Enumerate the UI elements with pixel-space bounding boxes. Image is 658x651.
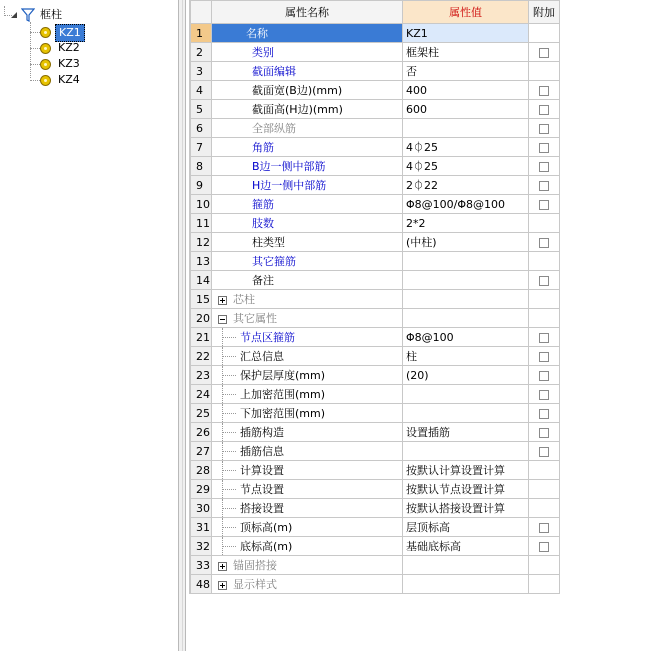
property-name-text: 截面宽(B边)(mm) — [252, 84, 343, 97]
property-name[interactable] — [212, 537, 403, 556]
property-value[interactable]: 600 — [403, 100, 529, 119]
property-value[interactable]: 4⏀25 — [403, 157, 529, 176]
property-value[interactable]: 2*2 — [403, 214, 529, 233]
property-name[interactable] — [212, 81, 403, 100]
row-number: 2 — [191, 43, 212, 62]
property-name[interactable] — [212, 385, 403, 404]
row-number: 13 — [191, 252, 212, 271]
row-number: 20 — [191, 309, 212, 328]
property-name-text: 节点区箍筋 — [240, 331, 295, 344]
property-row[interactable] — [191, 252, 560, 271]
property-row[interactable] — [191, 290, 560, 309]
attach-cell — [529, 214, 560, 233]
tree-item-kz3[interactable] — [30, 56, 150, 72]
property-name-text: 类别 — [252, 46, 274, 59]
property-value[interactable] — [403, 556, 529, 575]
panel-splitter[interactable] — [178, 0, 186, 651]
property-value[interactable] — [403, 290, 529, 309]
row-number: 22 — [191, 347, 212, 366]
property-row[interactable] — [191, 518, 560, 537]
property-row[interactable] — [191, 81, 560, 100]
property-row[interactable] — [191, 423, 560, 442]
attach-cell — [529, 556, 560, 575]
attach-cell — [529, 157, 560, 176]
property-value[interactable]: (中柱) — [403, 233, 529, 252]
property-row[interactable] — [191, 461, 560, 480]
property-name[interactable] — [212, 233, 403, 252]
property-value[interactable] — [403, 271, 529, 290]
property-name-text: B边一侧中部筋 — [252, 160, 326, 173]
component-tree — [0, 0, 178, 651]
attach-checkbox[interactable] — [539, 48, 549, 58]
property-row[interactable] — [191, 157, 560, 176]
property-row[interactable] — [191, 442, 560, 461]
property-value[interactable]: 框架柱 — [403, 43, 529, 62]
property-name-text: 搭接设置 — [240, 502, 284, 515]
property-name[interactable] — [212, 480, 403, 499]
attach-cell — [529, 252, 560, 271]
row-number: 9 — [191, 176, 212, 195]
property-row[interactable] — [191, 328, 560, 347]
property-row[interactable] — [191, 138, 560, 157]
property-value[interactable]: Φ8@100 — [403, 328, 529, 347]
tree-item-kz2[interactable] — [30, 40, 150, 56]
property-name[interactable] — [212, 252, 403, 271]
column-component-icon — [40, 27, 51, 38]
property-row[interactable] — [191, 404, 560, 423]
row-number: 3 — [191, 62, 212, 81]
row-number: 32 — [191, 537, 212, 556]
attach-checkbox[interactable] — [539, 447, 549, 457]
property-name[interactable] — [212, 575, 403, 594]
property-name[interactable] — [212, 43, 403, 62]
property-value-header[interactable]: 属性值 — [403, 1, 529, 24]
row-number: 30 — [191, 499, 212, 518]
attach-cell — [529, 24, 560, 43]
attach-cell — [529, 518, 560, 537]
attach-cell — [529, 404, 560, 423]
property-row[interactable] — [191, 214, 560, 233]
property-name[interactable] — [212, 100, 403, 119]
property-name-text: 上加密范围(mm) — [240, 388, 326, 401]
property-name[interactable] — [212, 556, 403, 575]
tree-item-label: KZ3 — [58, 57, 80, 70]
attach-cell — [529, 119, 560, 138]
property-name[interactable] — [212, 24, 403, 43]
row-number: 11 — [191, 214, 212, 233]
attach-cell — [529, 81, 560, 100]
attach-checkbox[interactable] — [539, 276, 549, 286]
attach-checkbox[interactable] — [539, 523, 549, 533]
property-name-text: 保护层厚度(mm) — [240, 369, 326, 382]
property-name-text: 截面高(H边)(mm) — [252, 103, 343, 116]
property-value[interactable]: 400 — [403, 81, 529, 100]
attach-checkbox[interactable] — [539, 143, 549, 153]
row-number: 27 — [191, 442, 212, 461]
row-number: 8 — [191, 157, 212, 176]
property-name-text: 显示样式 — [233, 578, 277, 591]
property-row[interactable] — [191, 366, 560, 385]
attach-cell — [529, 575, 560, 594]
row-number-header — [191, 1, 212, 24]
attach-checkbox[interactable] — [539, 428, 549, 438]
attach-checkbox[interactable] — [539, 162, 549, 172]
attach-header[interactable]: 附加 — [529, 1, 560, 24]
property-name[interactable] — [212, 328, 403, 347]
property-value[interactable] — [403, 442, 529, 461]
property-name[interactable] — [212, 138, 403, 157]
property-name[interactable] — [212, 423, 403, 442]
row-number: 7 — [191, 138, 212, 157]
property-value[interactable]: Φ8@100/Φ8@100 — [403, 195, 529, 214]
property-row[interactable] — [191, 24, 560, 43]
property-row[interactable] — [191, 385, 560, 404]
attach-checkbox[interactable] — [539, 124, 549, 134]
row-number: 12 — [191, 233, 212, 252]
property-row[interactable] — [191, 62, 560, 81]
property-value[interactable]: 按默认计算设置计算 — [403, 461, 529, 480]
row-number: 31 — [191, 518, 212, 537]
attach-checkbox[interactable] — [539, 542, 549, 552]
property-value[interactable]: 按默认节点设置计算 — [403, 480, 529, 499]
property-row[interactable] — [191, 537, 560, 556]
property-value[interactable] — [403, 252, 529, 271]
property-name-text: 顶标高(m) — [240, 521, 293, 534]
column-component-icon — [40, 59, 51, 70]
attach-cell — [529, 480, 560, 499]
attach-cell — [529, 347, 560, 366]
property-value[interactable] — [403, 575, 529, 594]
tree-item-kz1[interactable] — [30, 24, 150, 40]
property-value[interactable]: (20) — [403, 366, 529, 385]
property-value[interactable]: 按默认搭接设置计算 — [403, 499, 529, 518]
attach-checkbox[interactable] — [539, 371, 549, 381]
property-name[interactable] — [212, 442, 403, 461]
property-value[interactable]: 基础底标高 — [403, 537, 529, 556]
attach-checkbox[interactable] — [539, 238, 549, 248]
property-name[interactable] — [212, 461, 403, 480]
tree-item-label: KZ2 — [58, 41, 80, 54]
attach-cell — [529, 366, 560, 385]
property-name-text: 锚固搭接 — [233, 559, 277, 572]
property-name[interactable] — [212, 366, 403, 385]
property-name-text: 柱类型 — [252, 236, 285, 249]
attach-cell — [529, 461, 560, 480]
property-row[interactable] — [191, 309, 560, 328]
tree-root-label: 框柱 — [40, 8, 62, 21]
attach-cell — [529, 271, 560, 290]
property-name[interactable] — [212, 157, 403, 176]
row-number: 14 — [191, 271, 212, 290]
attach-cell — [529, 233, 560, 252]
attach-cell — [529, 309, 560, 328]
attach-cell — [529, 499, 560, 518]
tree-item-label: KZ1 — [55, 24, 85, 42]
property-row[interactable] — [191, 119, 560, 138]
property-value[interactable]: KZ1 — [403, 24, 529, 43]
expand-arrow-icon[interactable] — [10, 11, 18, 19]
collapse-minus-icon[interactable] — [218, 315, 227, 324]
attach-cell — [529, 138, 560, 157]
property-name[interactable] — [212, 309, 403, 328]
attach-cell — [529, 100, 560, 119]
property-name[interactable] — [212, 195, 403, 214]
property-row[interactable] — [191, 195, 560, 214]
attach-checkbox[interactable] — [539, 352, 549, 362]
property-name-text: 底标高(m) — [240, 540, 293, 553]
property-row[interactable] — [191, 176, 560, 195]
row-number: 28 — [191, 461, 212, 480]
property-name-text: 下加密范围(mm) — [240, 407, 326, 420]
property-name[interactable] — [212, 290, 403, 309]
row-number: 48 — [191, 575, 212, 594]
attach-checkbox[interactable] — [539, 333, 549, 343]
property-name-text: 插筋信息 — [240, 445, 284, 458]
property-name-text: 箍筋 — [252, 198, 274, 211]
property-name-text: 节点设置 — [240, 483, 284, 496]
property-value[interactable]: 4⏀25 — [403, 138, 529, 157]
attach-checkbox[interactable] — [539, 86, 549, 96]
property-grid — [189, 0, 559, 594]
property-row[interactable] — [191, 271, 560, 290]
attach-cell — [529, 328, 560, 347]
attach-checkbox[interactable] — [539, 390, 549, 400]
row-number: 15 — [191, 290, 212, 309]
property-row[interactable] — [191, 480, 560, 499]
property-name[interactable] — [212, 404, 403, 423]
row-number: 24 — [191, 385, 212, 404]
property-name-text: 名称 — [246, 27, 268, 40]
property-value[interactable] — [403, 119, 529, 138]
row-number: 1 — [191, 24, 212, 43]
property-name[interactable] — [212, 176, 403, 195]
attach-cell — [529, 537, 560, 556]
column-component-icon — [40, 43, 51, 54]
property-name-text: 肢数 — [252, 217, 274, 230]
property-name[interactable] — [212, 214, 403, 233]
property-name[interactable] — [212, 62, 403, 81]
row-number: 21 — [191, 328, 212, 347]
property-name-text: 其它箍筋 — [252, 255, 296, 268]
attach-checkbox[interactable] — [539, 409, 549, 419]
property-name[interactable] — [212, 499, 403, 518]
property-name-text: 插筋构造 — [240, 426, 284, 439]
expand-plus-icon[interactable] — [218, 581, 227, 590]
attach-cell — [529, 385, 560, 404]
attach-cell — [529, 176, 560, 195]
tree-item-label: KZ4 — [58, 73, 80, 86]
row-number: 26 — [191, 423, 212, 442]
column-component-icon — [40, 75, 51, 86]
row-number: 5 — [191, 100, 212, 119]
property-row[interactable] — [191, 575, 560, 594]
property-value[interactable]: 柱 — [403, 347, 529, 366]
property-name[interactable] — [212, 271, 403, 290]
property-value[interactable] — [403, 309, 529, 328]
attach-cell — [529, 423, 560, 442]
property-name-text: 计算设置 — [240, 464, 284, 477]
row-number: 33 — [191, 556, 212, 575]
property-name-text: 其它属性 — [233, 312, 277, 325]
row-number: 25 — [191, 404, 212, 423]
expand-plus-icon[interactable] — [218, 562, 227, 571]
attach-cell — [529, 195, 560, 214]
property-name[interactable] — [212, 518, 403, 537]
row-number: 6 — [191, 119, 212, 138]
property-name[interactable] — [212, 119, 403, 138]
row-number: 10 — [191, 195, 212, 214]
property-value[interactable] — [403, 404, 529, 423]
attach-cell — [529, 43, 560, 62]
filter-funnel-icon — [21, 8, 35, 22]
property-value[interactable]: 设置插筋 — [403, 423, 529, 442]
row-number: 4 — [191, 81, 212, 100]
attach-checkbox[interactable] — [539, 105, 549, 115]
property-value[interactable]: 2⏀22 — [403, 176, 529, 195]
row-number: 29 — [191, 480, 212, 499]
tree-item-kz4[interactable] — [30, 72, 150, 88]
property-value[interactable]: 否 — [403, 62, 529, 81]
row-number: 23 — [191, 366, 212, 385]
property-name-text: H边一侧中部筋 — [252, 179, 327, 192]
property-name-text: 全部纵筋 — [252, 122, 296, 135]
property-table — [190, 0, 560, 594]
property-value[interactable]: 层顶标高 — [403, 518, 529, 537]
attach-cell — [529, 442, 560, 461]
property-row[interactable] — [191, 43, 560, 62]
attach-cell — [529, 62, 560, 81]
property-value[interactable] — [403, 385, 529, 404]
property-name-text: 截面编辑 — [252, 65, 296, 78]
property-row[interactable] — [191, 499, 560, 518]
expand-plus-icon[interactable] — [218, 296, 227, 305]
property-name-text: 芯柱 — [233, 293, 255, 306]
property-name[interactable] — [212, 347, 403, 366]
property-name-header[interactable]: 属性名称 — [212, 1, 403, 24]
attach-checkbox[interactable] — [539, 181, 549, 191]
attach-checkbox[interactable] — [539, 200, 549, 210]
attach-cell — [529, 290, 560, 309]
property-name-text: 汇总信息 — [240, 350, 284, 363]
property-row[interactable] — [191, 100, 560, 119]
property-name-text: 备注 — [252, 274, 274, 287]
property-row[interactable] — [191, 347, 560, 366]
property-row[interactable] — [191, 556, 560, 575]
property-row[interactable] — [191, 233, 560, 252]
property-name-text: 角筋 — [252, 141, 274, 154]
